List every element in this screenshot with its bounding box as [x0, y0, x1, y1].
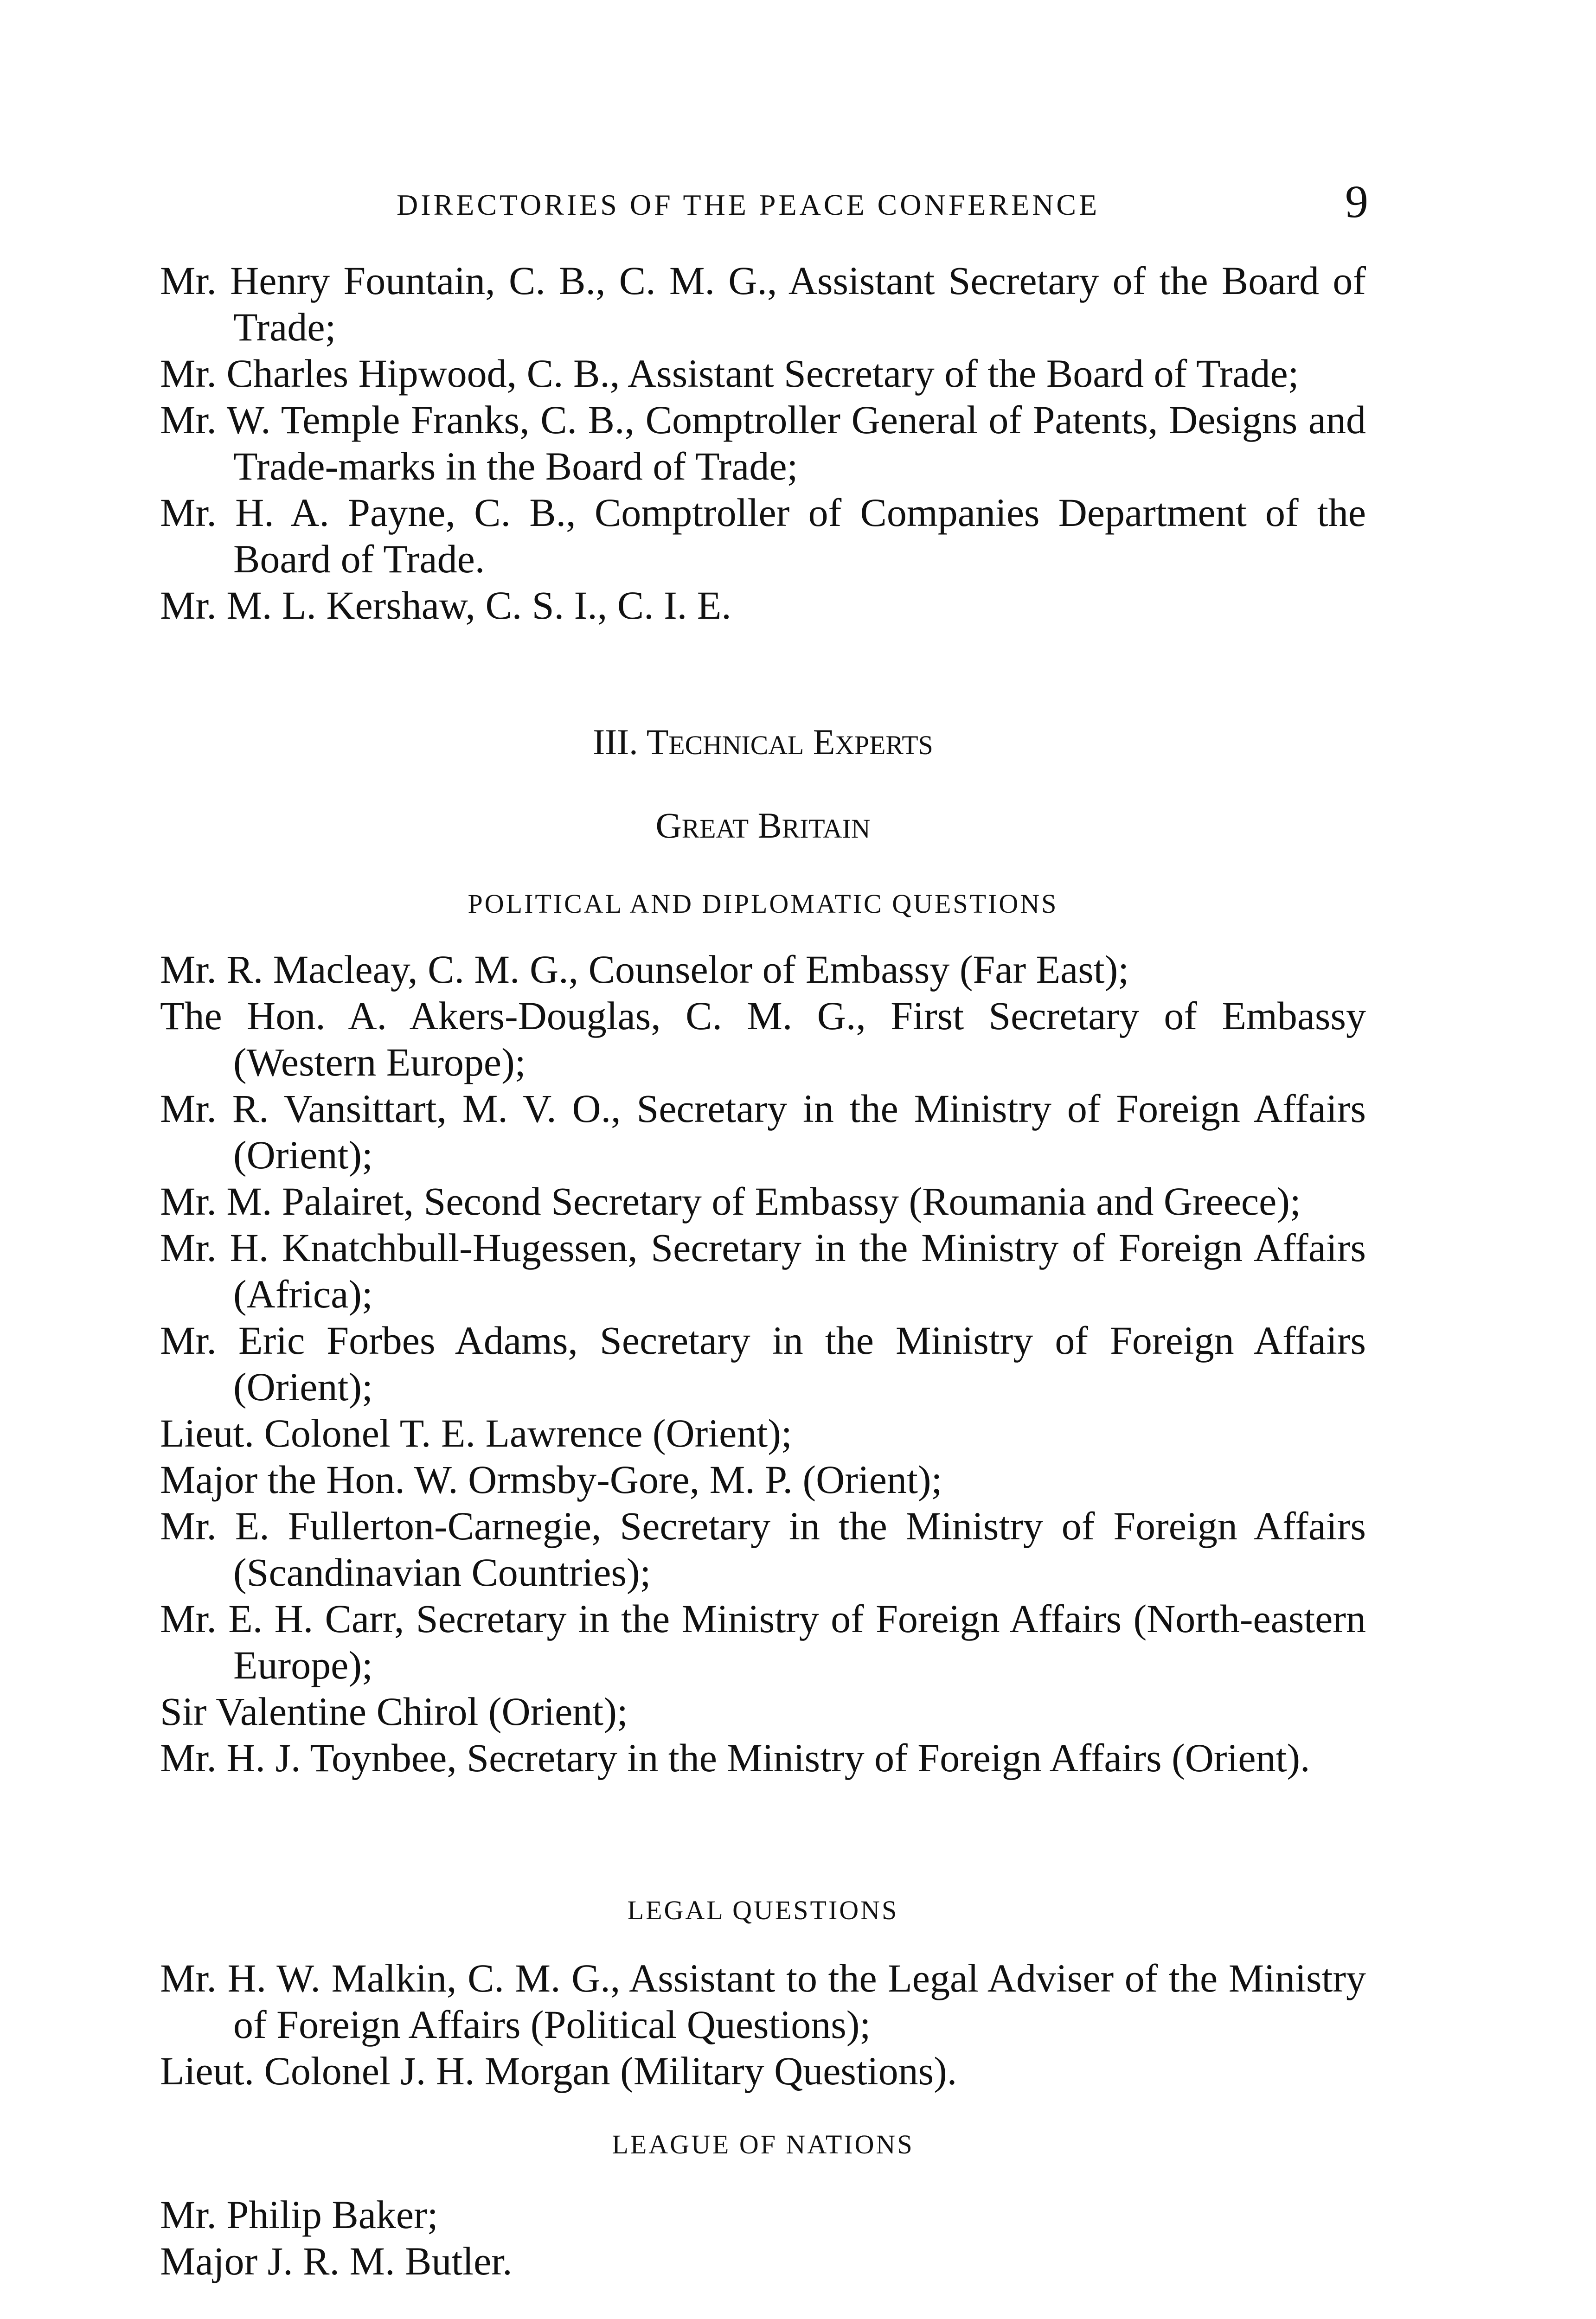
- country-heading: [160, 805, 1366, 846]
- list-item: Mr. M. Palairet, Second Secretary of Embassy (Roumania and Greece);: [160, 1179, 1301, 1224]
- list-item: Mr. W. Temple Franks, C. B., Comptroller General of Patents, Designs and Trade-marks in the Board of Trade;: [160, 397, 1366, 488]
- list-item: Mr. E. H. Carr, Secretary in the Ministry of Foreign Affairs (North-eastern Europe);: [160, 1596, 1366, 1687]
- list-item: Mr. R. Vansittart, M. V. O., Secretary in the Ministry of Foreign Affairs (Orient);: [160, 1086, 1366, 1177]
- list-item: Mr. M. L. Kershaw, C. S. I., C. I. E.: [160, 583, 731, 628]
- entry-list-legal: [160, 1955, 1366, 2094]
- list-item: The Hon. A. Akers-Douglas, C. M. G., First Secretary of Embassy (Western Europe);: [160, 993, 1366, 1084]
- section-heading: [160, 721, 1366, 763]
- subheading-legal: LEGAL QUESTIONS: [627, 1895, 899, 1925]
- list-item: Mr. H. Knatchbull-Hugessen, Secretary in the Ministry of Foreign Affairs (Africa);: [160, 1225, 1366, 1316]
- country-heading-text: GREAT BRITAIN: [655, 805, 871, 846]
- list-item: Lieut. Colonel T. E. Lawrence (Orient);: [160, 1411, 792, 1455]
- section-numeral: III.: [593, 722, 638, 762]
- list-item: Mr. Eric Forbes Adams, Secretary in the Ministry of Foreign Affairs (Orient);: [160, 1318, 1366, 1409]
- list-item: Mr. E. Fullerton-Carnegie, Secretary in the Ministry of Foreign Affairs (Scandinavian Countries);: [160, 1504, 1366, 1595]
- list-item: Mr. H. A. Payne, C. B., Comptroller of Companies Department of the Board of Trade.: [160, 490, 1366, 581]
- list-item: Sir Valentine Chirol (Orient);: [160, 1689, 628, 1734]
- list-item: Mr. Philip Baker;: [160, 2192, 438, 2237]
- list-item: Major J. R. M. Butler.: [160, 2239, 513, 2283]
- entry-list-league: [160, 2191, 1366, 2284]
- running-head-title: DIRECTORIES OF THE PEACE CONFERENCE: [397, 188, 1100, 221]
- list-item: Mr. Henry Fountain, C. B., C. M. G., Assistant Secretary of the Board of Trade;: [160, 258, 1366, 349]
- entry-list-political: [160, 946, 1366, 1781]
- list-item: Mr. H. J. Toynbee, Secretary in the Ministry of Foreign Affairs (Orient).: [160, 1736, 1310, 1780]
- subheading-league: LEAGUE OF NATIONS: [612, 2129, 914, 2159]
- list-item: Major the Hon. W. Ormsby-Gore, M. P. (Orient);: [160, 1457, 942, 1502]
- section-title: TECHNICAL EXPERTS: [646, 722, 933, 762]
- page-number: 9: [1345, 176, 1368, 227]
- entry-list-board-of-trade: [160, 257, 1366, 628]
- subheading-political: POLITICAL AND DIPLOMATIC QUESTIONS: [468, 889, 1058, 919]
- list-item: Mr. Charles Hipwood, C. B., Assistant Secretary of the Board of Trade;: [160, 351, 1299, 396]
- list-item: Mr. R. Macleay, C. M. G., Counselor of Embassy (Far East);: [160, 947, 1129, 992]
- list-item: Lieut. Colonel J. H. Morgan (Military Questions).: [160, 2049, 957, 2093]
- list-item: Mr. H. W. Malkin, C. M. G., Assistant to the Legal Adviser of the Ministry of Foreign Affairs (Political Questions);: [160, 1956, 1366, 2047]
